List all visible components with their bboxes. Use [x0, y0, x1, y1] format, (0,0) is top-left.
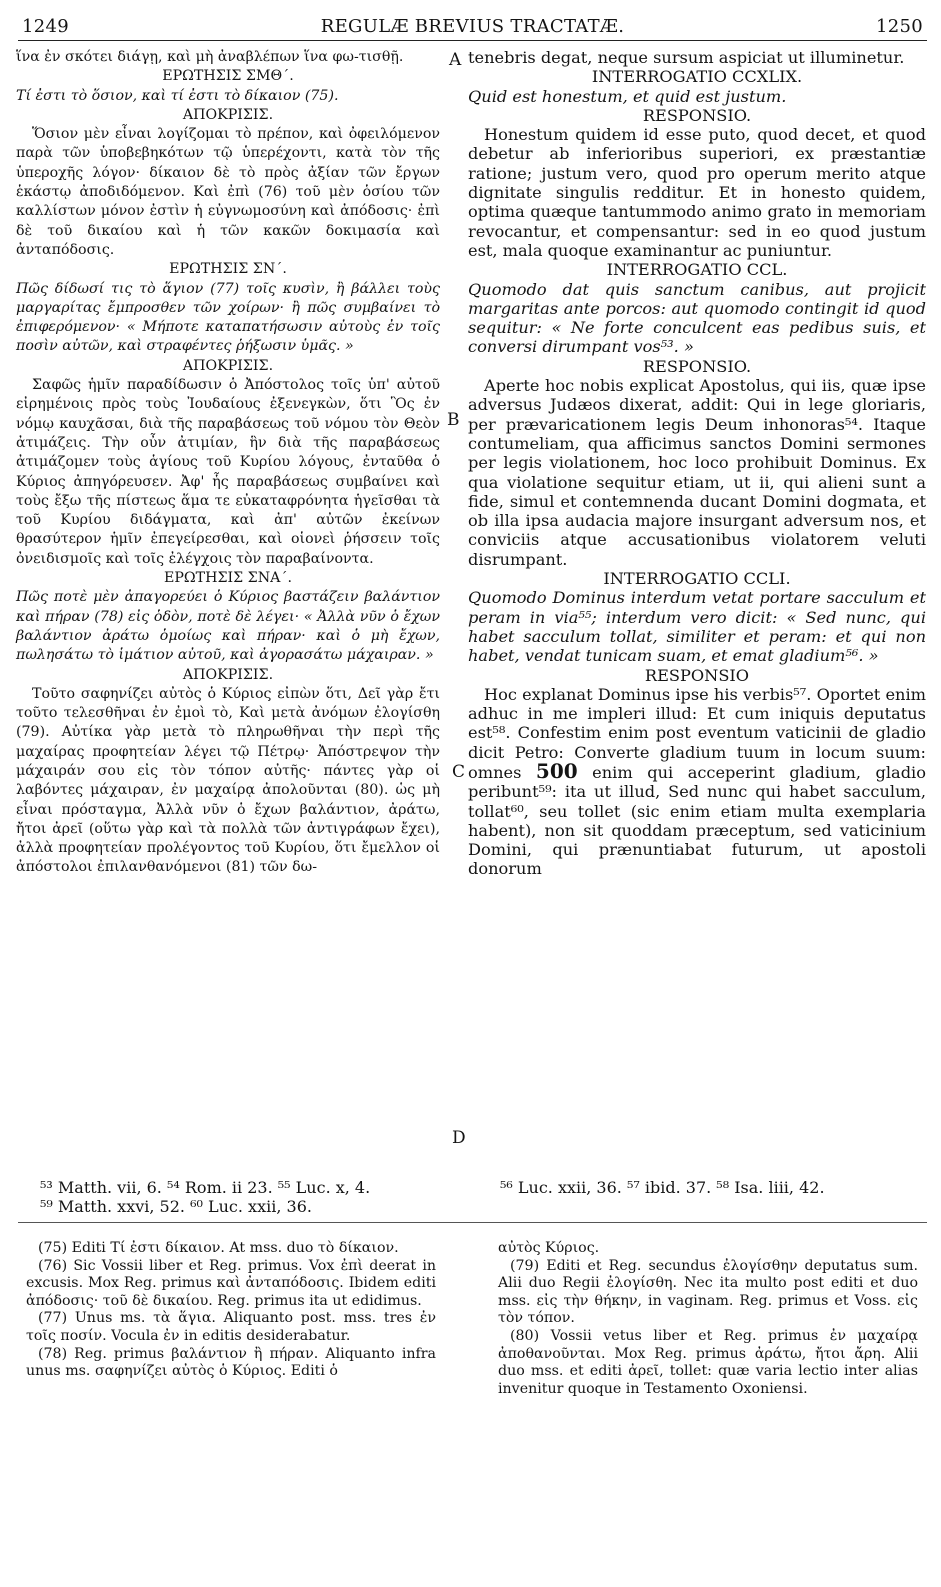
- note: (80) Vossii vetus liber et Reg. primus ἐν μαχαίρᾳ ἀποθανοῦνται. Mox Reg. primus ἀράτω, ἤτοι ἄρη. Alii duo mss. et editi ἀρεῖ, tollet: quæ varia lectio inter alias invenitur quoque in Testamento Oxoniensi.: [498, 1327, 918, 1397]
- page-header: [18, 14, 927, 41]
- question-text: Quomodo Dominus interdum vetat portare sacculum et peram in via⁵⁵; interdum vero dicit: « Sed nunc, qui habet sacculum tollat, similiter et peram: et qui non habet, vendat tunicam suam, et emat gladium⁵⁶. »: [468, 588, 926, 666]
- continued-text: tenebris degat, neque sursum aspiciat ut illuminetur.: [468, 48, 905, 67]
- answer-text: enim qui acceperint gladium, gladio peribunt⁵⁹: ita ut illud, Sed nunc qui habet sacculum, tollat⁶⁰, seu tollet (sic enim etiam multa exemplaria habent), non sit quoddam præceptum, sed vaticinium Domini, qui prænuntiabat futurum, ut apostoli donorum: [468, 762, 926, 879]
- answer-paragraph: Σαφῶς ἡμῖν παραδίδωσιν ὁ Ἀπόστολος τοῖς ὑπ' αὐτοῦ εἰρημένοις πρὸς τοὺς Ἰουδαίους ἐξενεγκὼν, ὅτι Ὃς ἐν νόμῳ καυχᾶσαι, διὰ τῆς παραβάσεως τοῦ νόμου τὸν Θεὸν ἀτιμάζεις. Τὴν οὖν ἀτιμίαν, ἣν διὰ τῆς παραβάσεως ἀτιμάζομεν τοὺς ἁγίους τοῦ Κυρίου λόγους, ἐνταῦθα ὁ Κύριος ἀπηγόρευσεν. Ἀφ' ἧς παραβάσεως συμβαίνει καὶ τοὺς ἔξω τῆς πίστεως ἅμα τε εὐκαταφρόνητα ἡγεῖσθαι τὰ τοῦ Κυρίου διδάγματα, καὶ ἀπ' αὐτῶν ἐκείνων θρασύτερον ἡμῖν ἐπεγείρεσθαι, καὶ οἱονεὶ ῥήσσειν τοῖς ὀνειδισμοῖς καὶ τοῖς ἐλέγχοις τὸν παραβαίνοντα.: [16, 377, 440, 567]
- column-number-marker: 500: [535, 758, 578, 783]
- question-text: Τί ἐστι τὸ ὅσιον, καὶ τί ἐστι τὸ δίκαιον (75).: [16, 87, 339, 104]
- margin-letter-a: A: [449, 50, 462, 70]
- note: (77) Unus ms. τὰ ἅγια. Aliquanto post. mss. tres ἐν τοῖς ποσίν. Vocula ἐν in editis desiderabatur.: [26, 1310, 436, 1344]
- scripture-ref-line: ⁵⁶ Luc. xxii, 36. ⁵⁷ ibid. 37. ⁵⁸ Isa. liii, 42.: [500, 1178, 825, 1197]
- greek-column: [16, 48, 440, 878]
- section-heading: INTERROGATIO CCXLIX.: [591, 67, 803, 87]
- latin-column: [468, 48, 926, 879]
- scripture-ref-line: ⁵³ Matth. vii, 6. ⁵⁴ Rom. ii 23. ⁵⁵ Luc. x, 4.: [40, 1178, 371, 1197]
- question-text: Πῶς ποτὲ μὲν ἀπαγορεύει ὁ Κύριος βαστάζειν βαλάντιον καὶ πήραν (78) εἰς ὁδὸν, ποτὲ δὲ λέγει· « Ἀλλὰ νῦν ὁ ἔχων βαλάντιον ἀράτω ὁμοίως καὶ πήραν· καὶ ὁ μὴ ἔχων, πωλησάτω τὸ ἱμάτιον αὐτοῦ, καὶ ἀγορασάτω μάχαιραν. »: [16, 589, 440, 664]
- section-heading: RESPONSIO.: [642, 105, 752, 125]
- section-heading: ΑΠΟΚΡΙΣΙΣ.: [182, 106, 274, 123]
- notes-divider: [18, 1222, 927, 1223]
- note: (79) Editi et Reg. secundus ἐλογίσθην deputatus sum. Alii duo Regii ἐλογίσθη. Nec ita multo post editi et duo mss. εἰς τὴν θήκην, in vaginam. Reg. primus et Voss. εἰς τὸν τόπον.: [498, 1257, 918, 1327]
- running-title: REGULÆ BREVIUS TRACTATÆ.: [320, 16, 625, 37]
- answer-paragraph: Aperte hoc nobis explicat Apostolus, qui iis, quæ ipse adversus Judæos dixerat, addit: Qui in lege gloriaris, per prævaricationem legis Deum inhonoras⁵⁴. Itaque contumeliam, qua afficimus sanctos Domini sermones per legis violationem, hoc loco prohibuit Dominus. Ex qua violatione sequitur etiam, ut ii, qui alieni sunt a fide, simul et contemnenda ducant Domini dogmata, et ob illa ipsa audacia majore insurgant adversum nos, et conviciis atque accusationibus violatorem veluti disrumpant.: [468, 376, 926, 569]
- note: (75) Editi Τί ἐστι δίκαιον. At mss. duo τὸ δίκαιον.: [38, 1240, 399, 1256]
- section-heading: ΑΠΟΚΡΙΣΙΣ.: [182, 666, 274, 683]
- section-heading: ΑΠΟΚΡΙΣΙΣ.: [182, 357, 274, 374]
- question-text: Quomodo dat quis sanctum canibus, aut projicit margaritas ante porcos: aut quomodo contingit id quod sequitur: « Ne forte conculcent eas pedibus suis, et conversi dirumpant vos⁵³. »: [468, 279, 926, 357]
- question-text: Πῶς δίδωσί τις τὸ ἅγιον (77) τοῖς κυσὶν, ἢ βάλλει τοὺς μαργαρίτας ἔμπροσθεν τῶν χοίρων· ἢ πῶς συμβαίνει τὸ ἐπιφερόμενον· « Μήποτε καταπατήσωσιν αὐτοὺς ἐν τοῖς ποσὶν αὐτῶν, καὶ στραφέντες ῥήξωσιν ὑμᾶς. »: [16, 280, 440, 355]
- answer-paragraph: Τοῦτο σαφηνίζει αὐτὸς ὁ Κύριος εἰπὼν ὅτι, Δεῖ γὰρ ἔτι τοῦτο τελεσθῆναι ἐν ἐμοὶ τὸ, Καὶ μετὰ ἀνόμων ἐλογίσθη (79). Αὐτίκα γὰρ μετὰ τὸ πληρωθῆναι τὴν περὶ τῆς μαχαίρας προφητείαν λέγει τῷ Πέτρῳ· Ἀπόστρεψον τὴν μάχαιράν σου εἰς τὸν τόπον αὐτῆς· πάντες γὰρ οἱ λαβόντες μάχαιραν, ἐν μαχαίρᾳ ἀπολοῦνται (80). ὡς μὴ εἶναι πρόσταγμα, Ἀλλὰ νῦν ὁ ἔχων βαλάντιον, ἀράτω, ἤτοι ἀρεῖ (οὕτω γὰρ καὶ τὰ πολλὰ τῶν ἀντιγράφων ἔχει), ἀλλὰ προφητείαν προλέγοντος τοῦ Κυρίου, ὅτι ἔμελλον οἱ ἀπόστολοι ἐπιλανθανόμενοι (81) τῶν δω-: [16, 685, 440, 876]
- answer-paragraph: Ὅσιον μὲν εἶναι λογίζομαι τὸ πρέπον, καὶ ὀφειλόμενον παρὰ τῶν ὑποβεβηκότων τῷ ὑπερέχοντι, κατὰ τὸν τῆς ὑπεροχῆς λόγον· δίκαιον δὲ τὸ πρὸς ἀξίαν τῶν ἔργων ἑκάστῳ ἀποδιδόμενον. Καὶ ἐπὶ (76) τοῦ μὲν ὁσίου τῶν καλλίστων μόνον ἐστὶν ἡ εὐγνωμοσύνη καὶ ἀπόδοσις· ἐπὶ δὲ τοῦ δικαίου καὶ ἡ τῶν κακῶν δοκιμασία καὶ ἀνταπόδοσις.: [16, 126, 440, 258]
- section-heading: INTERROGATIO CCLI.: [603, 569, 791, 589]
- section-heading: RESPONSIO: [644, 665, 750, 685]
- note-continuation: αὐτὸς Κύριος.: [498, 1240, 600, 1256]
- continued-text: ἵνα ἐν σκότει διάγῃ, καὶ μὴ ἀναβλέπων ἵνα φω-τισθῇ.: [16, 49, 404, 65]
- note: (76) Sic Vossii liber et Reg. primus. Vox ἐπὶ deerat in excusis. Mox Reg. primus καὶ ἀνταπόδοσις. Ibidem editi ἀπόδοσις· τοῦ δὲ δικαίου. Reg. primus ita ut edidimus.: [26, 1257, 436, 1309]
- page-number-left: 1249: [22, 16, 70, 37]
- question-text: Quid est honestum, et quid est justum.: [468, 86, 787, 106]
- scripture-refs-right: [500, 1178, 920, 1197]
- note: (78) Reg. primus βαλάντιον ἢ πήραν. Aliquanto infra unus ms. σαφηνίζει αὐτὸς ὁ Κύριος. Editi ὁ: [26, 1345, 436, 1380]
- answer-paragraph: [468, 685, 926, 879]
- section-heading: ΕΡΩΤΗΣΙΣ ΣΜΘ´.: [162, 68, 294, 85]
- section-heading: ΕΡΩΤΗΣΙΣ ΣΝ´.: [169, 261, 287, 278]
- margin-letter-d: D: [452, 1128, 466, 1148]
- section-heading: RESPONSIO.: [642, 356, 752, 376]
- margin-letter-b: B: [447, 410, 460, 430]
- answer-paragraph: Honestum quidem id esse puto, quod decet, et quod debetur ab inferioribus superiori, ex præstantiæ ratione; justum vero, quod pro operum merito atque dignitate singulis redditur. Et in honesto quidem, optima quæque tantummodo animo grato in memoriam revocantur, et compensantur: sed in eo quod justum est, mala quoque examinantur ac puniuntur.: [468, 125, 926, 260]
- page-number-right: 1250: [875, 16, 923, 37]
- scripture-refs-left: [40, 1178, 440, 1216]
- margin-letter-c: C: [452, 762, 466, 782]
- section-heading: INTERROGATIO CCL.: [606, 260, 788, 280]
- notes-right: [498, 1240, 918, 1398]
- notes-left: [26, 1240, 436, 1381]
- answer-text: Hoc explanat Dominus ipse his verbis⁵⁷. Oportet enim adhuc in me impleri illud: Et cum iniquis deputatus est⁵⁸. Confestim enim post eventum vaticinii de gladio dicit Petro: Converte gladium tuum in locum suum: omnes: [468, 684, 926, 782]
- scripture-ref-line: ⁵⁹ Matth. xxvi, 52. ⁶⁰ Luc. xxii, 36.: [40, 1197, 312, 1216]
- section-heading: ΕΡΩΤΗΣΙΣ ΣΝΑ´.: [164, 570, 292, 587]
